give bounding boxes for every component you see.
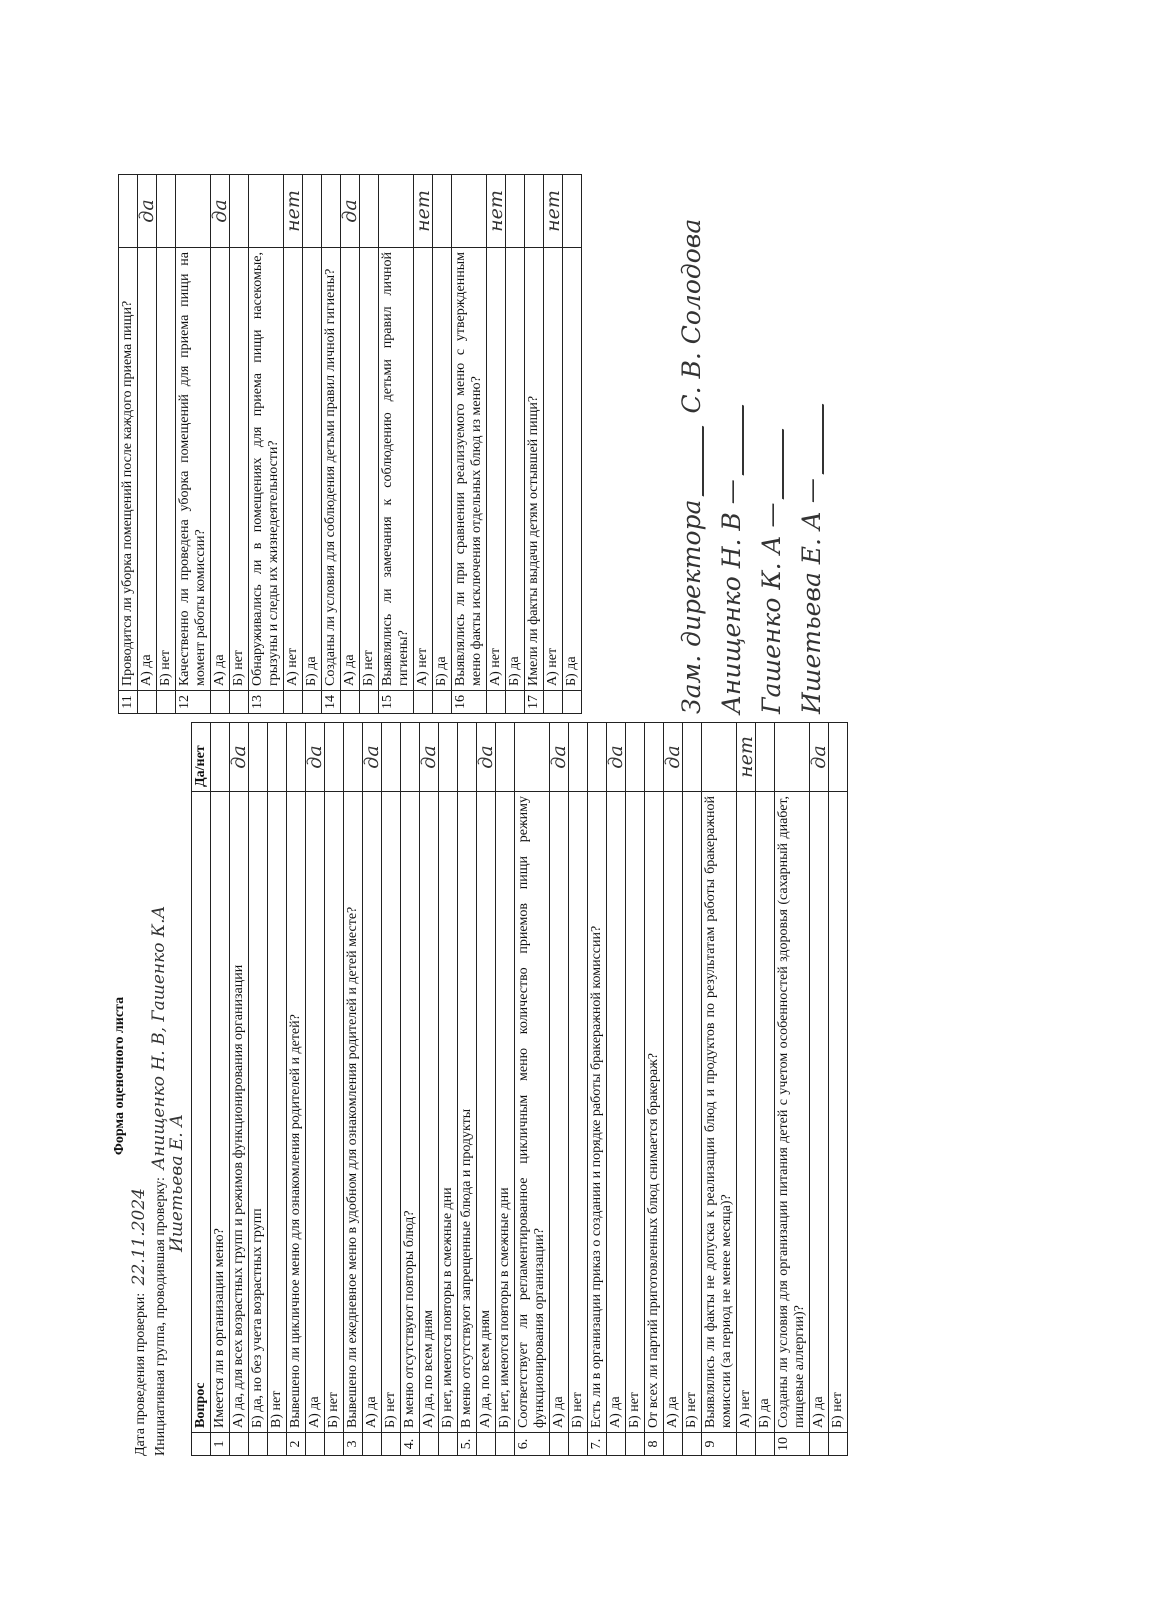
question-number (433, 691, 452, 714)
option-row (284, 175, 303, 714)
answer-handwritten (379, 175, 414, 248)
answer-handwritten: да (306, 723, 325, 792)
option-text: А) да (363, 792, 382, 1433)
question-number (810, 1433, 829, 1456)
answer-handwritten (249, 723, 268, 792)
question-number: 5. (458, 1433, 477, 1456)
option-row (157, 175, 176, 714)
option-row (230, 175, 249, 714)
answer-handwritten (157, 175, 176, 248)
question-row (452, 175, 487, 714)
question-row (287, 723, 306, 1456)
option-row (363, 723, 382, 1456)
answer-handwritten (303, 175, 322, 248)
question-number (487, 691, 506, 714)
header-answer: Да/нет (192, 723, 211, 792)
answer-handwritten (322, 175, 341, 248)
question-row (322, 175, 341, 714)
answer-handwritten: да (363, 723, 382, 792)
answer-handwritten (119, 175, 138, 248)
question-number (382, 1433, 401, 1456)
option-text: А) нет (544, 248, 563, 691)
option-row (341, 175, 360, 714)
question-row (401, 723, 420, 1456)
table-header-row (192, 723, 211, 1456)
option-row (496, 723, 515, 1456)
group-line-2 (167, 696, 189, 1456)
answer-handwritten: нет (487, 175, 506, 248)
question-number (303, 691, 322, 714)
option-row (414, 175, 433, 714)
question-row (515, 723, 550, 1456)
option-row (664, 723, 683, 1456)
option-text: Б) нет (382, 792, 401, 1433)
option-text: А) да (341, 248, 360, 691)
question-text: Есть ли в организации приказ о создании и порядке работы бракеражной комиссии? (588, 792, 607, 1433)
question-number (157, 691, 176, 714)
option-row (211, 175, 230, 714)
answer-handwritten: да (341, 175, 360, 248)
option-text: Б) нет (230, 248, 249, 691)
option-row (138, 175, 157, 714)
question-number: 11 (119, 691, 138, 714)
question-number: 6. (515, 1433, 550, 1456)
option-text: Б) да, но без учета возрастных групп (249, 792, 268, 1433)
option-text: Б) нет (829, 792, 848, 1433)
assessment-table-right (118, 174, 582, 714)
question-number (414, 691, 433, 714)
option-row (550, 723, 569, 1456)
option-row (433, 175, 452, 714)
option-row (487, 175, 506, 714)
option-row (756, 723, 775, 1456)
answer-handwritten (626, 723, 645, 792)
answer-handwritten (569, 723, 588, 792)
question-row (588, 723, 607, 1456)
answer-handwritten (401, 723, 420, 792)
option-row (306, 723, 325, 1456)
question-number (306, 1433, 325, 1456)
option-text: В) нет (268, 792, 287, 1433)
signature-line (792, 94, 832, 714)
option-row (829, 723, 848, 1456)
answer-handwritten (249, 175, 284, 248)
question-number: 1 (211, 1433, 230, 1456)
answer-handwritten (496, 723, 515, 792)
option-row (325, 723, 344, 1456)
question-text: От всех ли партий приготовленных блюд снимается бракераж? (645, 792, 664, 1433)
inspection-date-line (130, 696, 150, 1456)
question-row (702, 723, 737, 1456)
option-text: Б) да (433, 248, 452, 691)
option-row (569, 723, 588, 1456)
question-row (176, 175, 211, 714)
answer-handwritten (433, 175, 452, 248)
answer-handwritten (360, 175, 379, 248)
option-row (477, 723, 496, 1456)
question-text: Выявлялись ли при сравнении реализуемого меню с утвержденным меню факты исключения отдельных блюд из меню? (452, 248, 487, 691)
signature-line (752, 94, 792, 714)
question-number (360, 691, 379, 714)
question-number (268, 1433, 287, 1456)
option-row (683, 723, 702, 1456)
question-row (211, 723, 230, 1456)
question-text: Обнаруживались ли в помещениях для приема пищи насекомые, грызуны и следы их жизнедеятельности? (249, 248, 284, 691)
signature-mark (804, 396, 824, 475)
signature-mark (764, 420, 784, 499)
question-row (525, 175, 544, 714)
question-number: 3 (344, 1433, 363, 1456)
question-text: Выявлялись ли замечания к соблюдению детьми правил личной гигиены? (379, 248, 414, 691)
answer-handwritten (287, 723, 306, 792)
option-text: Б) нет (157, 248, 176, 691)
answer-handwritten (452, 175, 487, 248)
answer-handwritten: нет (414, 175, 433, 248)
question-number (477, 1433, 496, 1456)
question-text: Качественно ли проведена уборка помещений для приема пищи на момент работы комиссии? (176, 248, 211, 691)
question-number (683, 1433, 702, 1456)
signature-name: Анищенко Н. В — (717, 479, 746, 714)
option-text: Б) нет, имеются повторы в смежные дни (496, 792, 515, 1433)
inspection-date-value: 22.11.2024 (129, 1188, 149, 1286)
answer-handwritten: да (664, 723, 683, 792)
question-text: Созданы ли условия для организации питания детей с учетом особенностей здоровья (сахарный диабет, пищевые аллергии)? (775, 792, 810, 1433)
question-number (211, 691, 230, 714)
header-num-cell (192, 1433, 211, 1456)
option-row (382, 723, 401, 1456)
question-number (496, 1433, 515, 1456)
option-text: А) нет (284, 248, 303, 691)
answer-handwritten: да (230, 723, 249, 792)
group-member-handwritten: Ишетьева Е. А (167, 1114, 187, 1252)
option-row (230, 723, 249, 1456)
question-text: Вывешено ли цикличное меню для ознакомления родителей и детей? (287, 792, 306, 1433)
option-text: А) да, для всех возрастных групп и режимов функционирования организации (230, 792, 249, 1433)
question-text: Имели ли факты выдачи детям остывшей пищи? (525, 248, 544, 691)
option-row (249, 723, 268, 1456)
signature-name: Гашенко К. А — (757, 502, 786, 714)
header-question: Вопрос (192, 792, 211, 1433)
answer-handwritten (325, 723, 344, 792)
option-text: А) нет (414, 248, 433, 691)
question-number (607, 1433, 626, 1456)
option-text: Б) нет (683, 792, 702, 1433)
signatures-block (672, 94, 832, 714)
answer-handwritten (458, 723, 477, 792)
question-number (439, 1433, 458, 1456)
option-row (607, 723, 626, 1456)
answer-handwritten (829, 723, 848, 792)
answer-handwritten (756, 723, 775, 792)
option-text: Б) нет (360, 248, 379, 691)
answer-handwritten (211, 723, 230, 792)
option-row (420, 723, 439, 1456)
option-text: А) да (138, 248, 157, 691)
question-number: 7. (588, 1433, 607, 1456)
option-text: А) нет (737, 792, 756, 1433)
signature-name-after: С. В. Солодова (677, 218, 706, 414)
question-number (544, 691, 563, 714)
answer-handwritten: нет (284, 175, 303, 248)
question-row (379, 175, 414, 714)
question-row (775, 723, 810, 1456)
question-number (249, 1433, 268, 1456)
question-text: Выявлялись ли факты не допуска к реализации блюд и продуктов по результатам работы бракеражной комиссии (за период не менее месяца)? (702, 792, 737, 1433)
question-number (737, 1433, 756, 1456)
signature-line (672, 94, 712, 714)
option-text: Б) да (563, 248, 582, 691)
option-row (737, 723, 756, 1456)
answer-handwritten: да (420, 723, 439, 792)
answer-handwritten: нет (737, 723, 756, 792)
assessment-table-left (191, 722, 848, 1456)
option-text: Б) нет (325, 792, 344, 1433)
question-text: Вывешено ли ежедневное меню в удобном для ознакомления родителей и детей месте? (344, 792, 363, 1433)
question-text: Соответствует ли регламентированное цикличным меню количество приемов пищи режиму функционирования организации? (515, 792, 550, 1433)
question-text: В меню отсутствуют запрещенные блюда и продукты (458, 792, 477, 1433)
question-number (341, 691, 360, 714)
question-number (626, 1433, 645, 1456)
question-number: 12 (176, 691, 211, 714)
question-number (664, 1433, 683, 1456)
signature-line (712, 94, 752, 714)
answer-handwritten: нет (544, 175, 563, 248)
question-number: 17 (525, 691, 544, 714)
question-text: В меню отсутствуют повторы блюд? (401, 792, 420, 1433)
answer-handwritten: да (607, 723, 626, 792)
answer-handwritten (382, 723, 401, 792)
option-text: А) да (211, 248, 230, 691)
answer-handwritten (683, 723, 702, 792)
question-number (550, 1433, 569, 1456)
question-number: 4. (401, 1433, 420, 1456)
option-row (810, 723, 829, 1456)
inspection-date-label: Дата проведения проверки: (133, 1292, 148, 1456)
option-row (268, 723, 287, 1456)
question-row (645, 723, 664, 1456)
question-number: 9 (702, 1433, 737, 1456)
signature-mark (684, 417, 704, 496)
option-text: А) да (550, 792, 569, 1433)
option-text: Б) да (506, 248, 525, 691)
answer-handwritten (515, 723, 550, 792)
option-text: Б) да (303, 248, 322, 691)
option-text: А) да, по всем дням (477, 792, 496, 1433)
question-number (506, 691, 525, 714)
option-row (544, 175, 563, 714)
question-number (138, 691, 157, 714)
question-number: 14 (322, 691, 341, 714)
answer-handwritten (439, 723, 458, 792)
signature-name: Зам. директора (677, 499, 706, 714)
question-number: 10 (775, 1433, 810, 1456)
option-row (360, 175, 379, 714)
question-text: Проводится ли уборка помещений после каждого приема пищи? (119, 248, 138, 691)
assessment-rows-left (211, 723, 848, 1456)
answer-handwritten (525, 175, 544, 248)
answer-handwritten (506, 175, 525, 248)
answer-handwritten (702, 723, 737, 792)
option-text: Б) нет (569, 792, 588, 1433)
answer-handwritten: да (550, 723, 569, 792)
option-text: Б) да (756, 792, 775, 1433)
answer-handwritten (230, 175, 249, 248)
left-page (112, 696, 852, 1456)
option-row (439, 723, 458, 1456)
question-number: 8 (645, 1433, 664, 1456)
option-row (303, 175, 322, 714)
question-text: Созданы ли условия для соблюдения детьми правил личной гигиены? (322, 248, 341, 691)
question-number (230, 691, 249, 714)
option-text: А) да (306, 792, 325, 1433)
option-text: А) да (810, 792, 829, 1433)
option-text: А) да (607, 792, 626, 1433)
answer-handwritten: да (211, 175, 230, 248)
group-label: Инициативная группа, проводившая проверку: (153, 1177, 168, 1456)
answer-handwritten (588, 723, 607, 792)
option-row (506, 175, 525, 714)
question-number (829, 1433, 848, 1456)
answer-handwritten (563, 175, 582, 248)
question-number (325, 1433, 344, 1456)
answer-handwritten (268, 723, 287, 792)
question-number (284, 691, 303, 714)
assessment-rows-right (119, 175, 582, 714)
option-text: Б) нет (626, 792, 645, 1433)
question-row (344, 723, 363, 1456)
question-number (420, 1433, 439, 1456)
option-row (563, 175, 582, 714)
answer-handwritten: да (810, 723, 829, 792)
answer-handwritten (775, 723, 810, 792)
question-number: 15 (379, 691, 414, 714)
question-number: 16 (452, 691, 487, 714)
signature-name: Ишетьева Е. А — (797, 478, 826, 714)
right-page (116, 94, 826, 714)
question-number: 13 (249, 691, 284, 714)
question-number (563, 691, 582, 714)
question-text: Имеется ли в организации меню? (211, 792, 230, 1433)
group-members-handwritten: Анищенко Н. В, Гашенко К.А (149, 905, 169, 1170)
question-row (119, 175, 138, 714)
answer-handwritten (344, 723, 363, 792)
question-number (756, 1433, 775, 1456)
answer-handwritten: да (138, 175, 157, 248)
question-number (569, 1433, 588, 1456)
question-number: 2 (287, 1433, 306, 1456)
option-text: А) нет (487, 248, 506, 691)
option-row (626, 723, 645, 1456)
document-title: Форма оценочного листа (112, 996, 127, 1156)
question-row (249, 175, 284, 714)
signature-mark (724, 397, 744, 476)
option-text: А) да (664, 792, 683, 1433)
option-text: Б) нет, имеются повторы в смежные дни (439, 792, 458, 1433)
answer-handwritten: да (477, 723, 496, 792)
group-line (150, 696, 170, 1456)
option-text: А) да, по всем дням (420, 792, 439, 1433)
answer-handwritten (645, 723, 664, 792)
question-number (230, 1433, 249, 1456)
question-number (363, 1433, 382, 1456)
answer-handwritten (176, 175, 211, 248)
question-row (458, 723, 477, 1456)
